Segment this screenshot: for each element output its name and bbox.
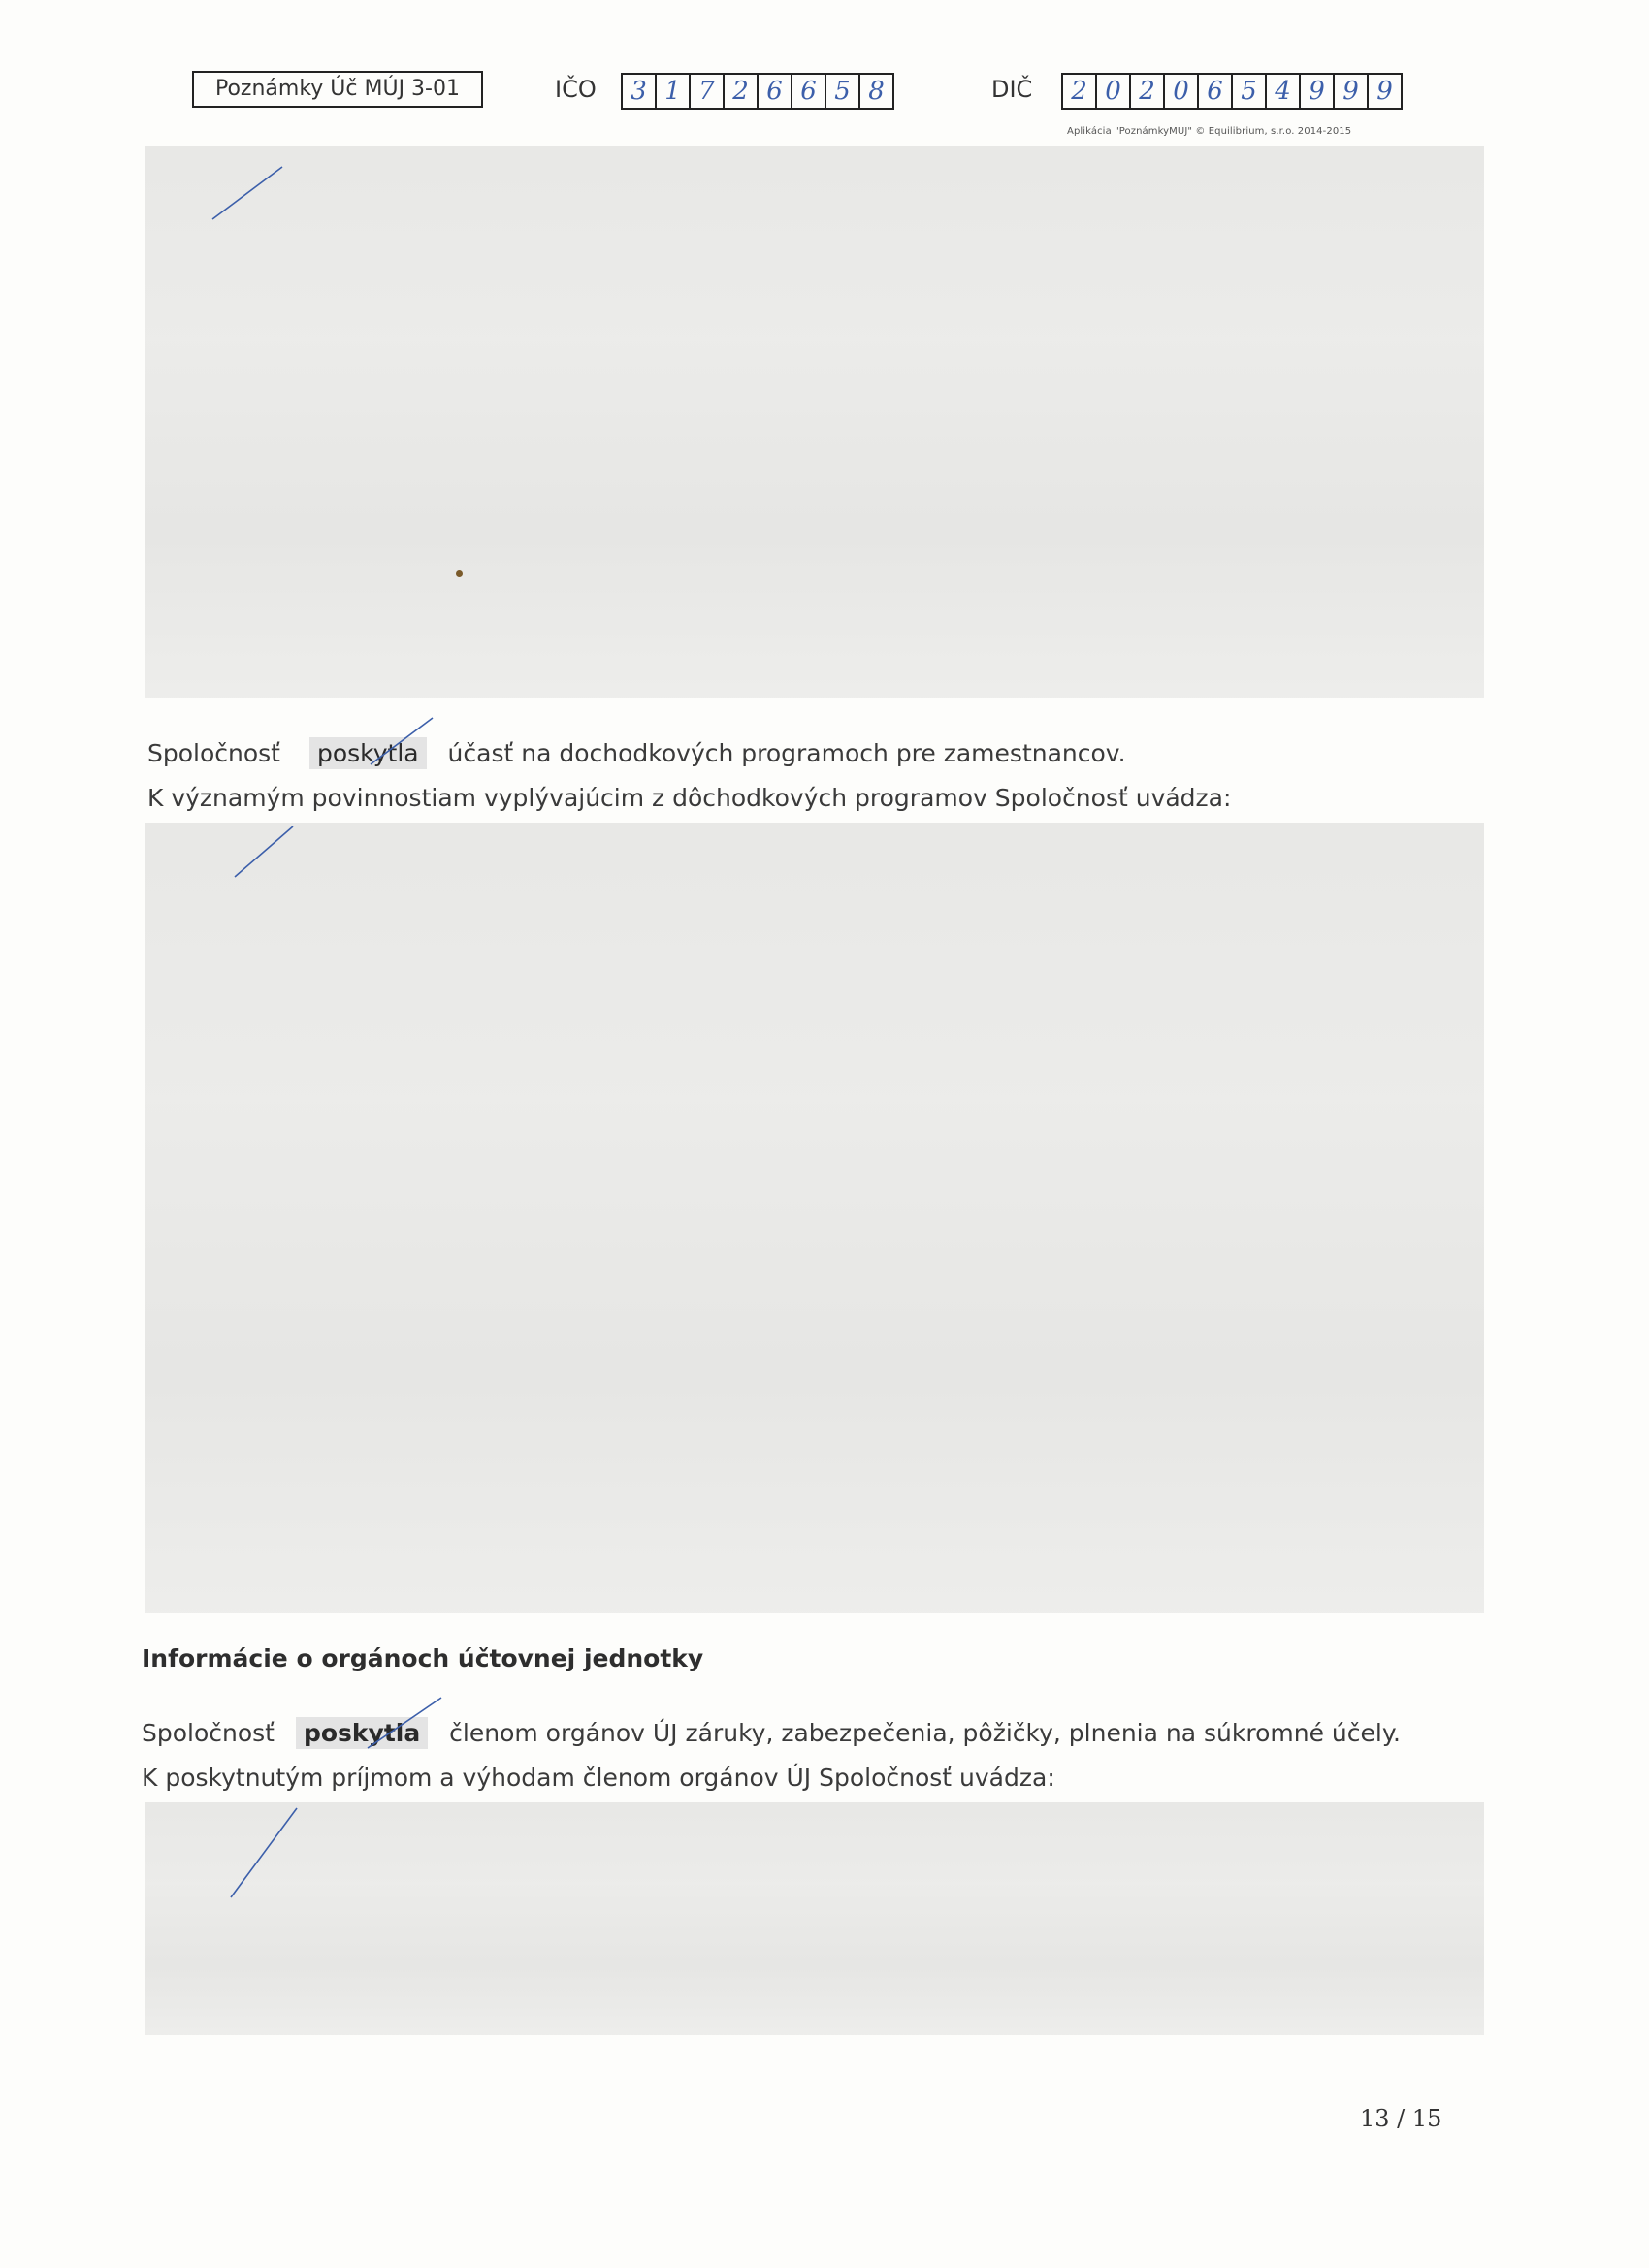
pen-slash-mark-3 [231,823,297,881]
pension-suffix: účasť na dochodkových programoch pre zamestnancov. [447,739,1126,767]
section-heading: Informácie o orgánoch účtovnej jednotky [142,1644,704,1672]
ico-digit: 5 [824,73,860,110]
pen-slash-mark-1 [209,163,286,223]
company-word: Spoločnosť [147,739,280,767]
dic-digit: 2 [1129,73,1165,110]
pension-line-2: K významým povinnostiam vyplývajúcim z dôchodkových programov Spoločnosť uvádza: [147,784,1232,812]
dic-digit: 4 [1265,73,1301,110]
app-credit: Aplikácia "PoznámkyMUJ" © Equilibrium, s.r.o. 2014-2015 [1067,126,1352,137]
dic-digit: 9 [1299,73,1335,110]
gray-text-area-1 [146,146,1484,698]
choice-poskytla: poskytla [296,1717,428,1749]
pension-line-1 [147,739,1126,767]
ico-digit: 6 [791,73,826,110]
dic-boxes [1061,73,1403,108]
paper-speck [456,570,463,577]
dic-digit: 2 [1061,73,1097,110]
bodies-suffix: členom orgánov ÚJ záruky, zabezpečenia, pôžičky, plnenia na súkromné účely. [449,1719,1401,1747]
pen-slash-mark-5 [225,1804,303,1901]
bodies-line-2: K poskytnutým príjmom a výhodam členom orgánov ÚJ Spoločnosť uvádza: [142,1764,1055,1792]
bodies-line-1 [142,1719,1401,1747]
dic-digit: 6 [1197,73,1233,110]
page-number: 13 / 15 [1360,2105,1442,2132]
gray-text-area-2 [146,823,1484,1613]
dic-digit: 5 [1231,73,1267,110]
ico-digit: 2 [723,73,759,110]
dic-digit: 0 [1163,73,1199,110]
ico-digit: 6 [757,73,792,110]
pen-slash-mark-4 [364,1694,445,1752]
ico-digit: 3 [621,73,657,110]
company-word: Spoločnosť [142,1719,275,1747]
ico-digit: 8 [858,73,894,110]
gray-text-area-3 [146,1802,1484,2035]
dic-digit: 9 [1333,73,1369,110]
form-label: Poznámky Úč MÚJ 3-01 [192,71,483,108]
ico-digit: 7 [689,73,725,110]
ico-label: IČO [555,76,597,103]
choice-poskytla: poskytla [309,737,427,769]
dic-label: DIČ [991,76,1033,103]
dic-digit: 0 [1095,73,1131,110]
dic-digit: 9 [1367,73,1403,110]
ico-boxes [621,73,894,108]
ico-digit: 1 [655,73,691,110]
pen-slash-mark-2 [367,714,436,768]
